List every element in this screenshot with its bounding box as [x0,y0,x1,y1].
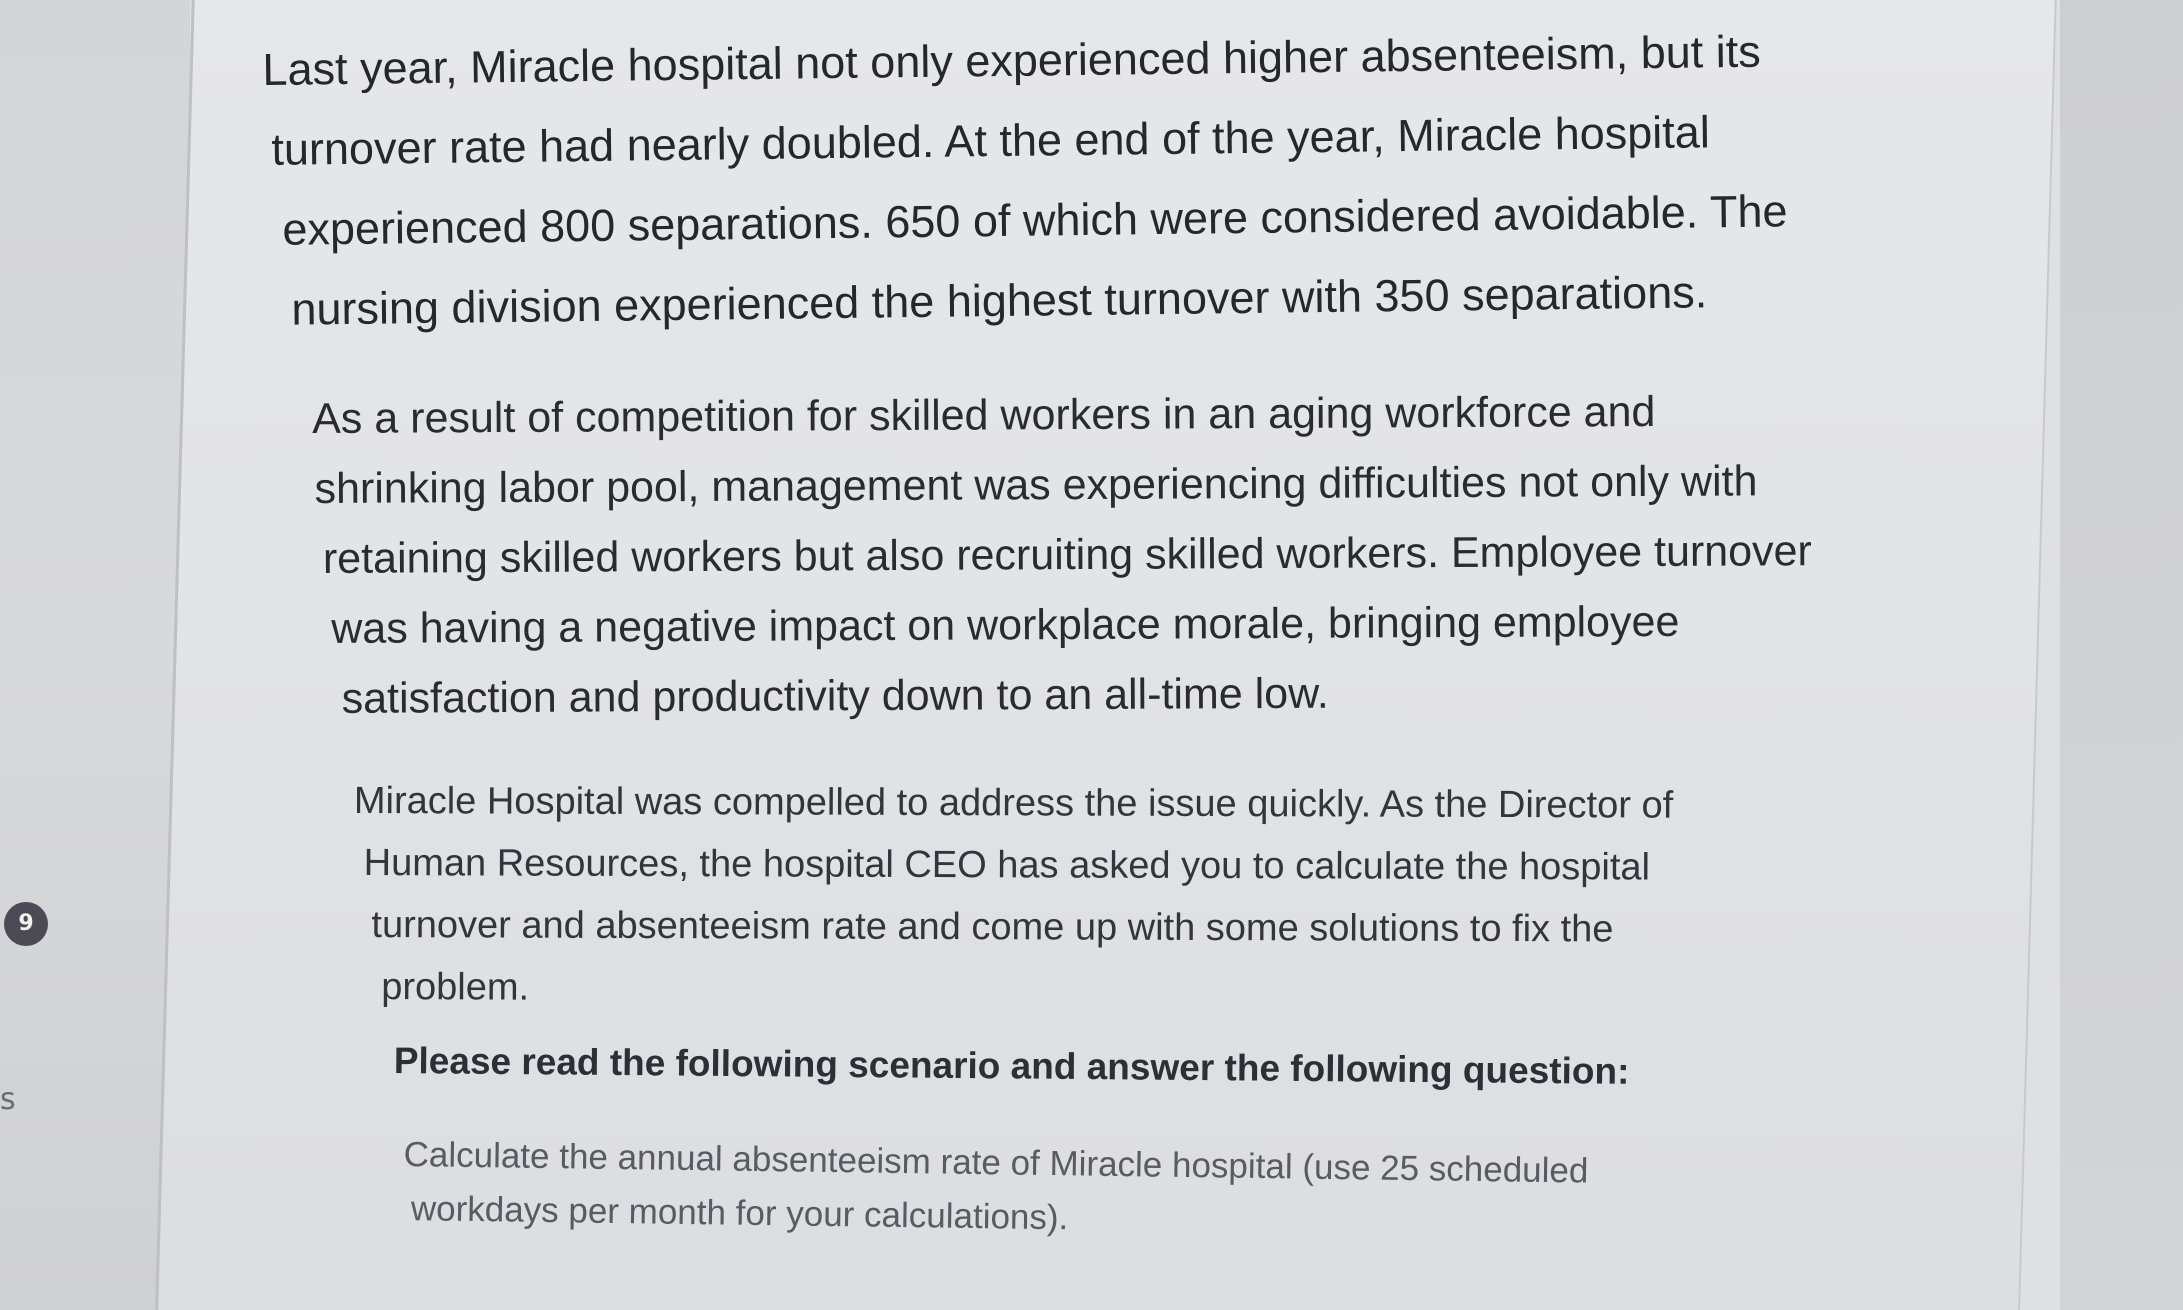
paragraph-line: satisfaction and productivity down to an all-time low. [341,669,1329,723]
paragraph-line: shrinking labor pool, management was experiencing difficulties not only with [314,457,1758,513]
paragraph-line: was having a negative impact on workplace morale, bringing employee [331,597,1680,653]
question-instruction: Please read the following scenario and answer the following question: [393,1040,1630,1092]
right-margin [2060,0,2183,1310]
paragraph-line: nursing division experienced the highest turnover with 350 separations. [291,266,1708,335]
paragraph-line: Miracle Hospital was compelled to address the issue quickly. As the Director of [353,779,1674,827]
paragraph-line: experienced 800 separations. 650 of which were considered avoidable. The [282,185,1788,255]
question-line: workdays per month for your calculations). [410,1189,1069,1238]
scenario-paragraph-1 [262,11,1789,350]
paragraph-line: turnover and absenteeism rate and come up with some solutions to fix the [371,904,1614,951]
paragraph-line: problem. [381,966,530,1009]
scenario-paragraph-2 [312,376,1813,734]
question-number-badge[interactable]: 9 [4,902,48,946]
scenario-paragraph-3 [353,770,1673,1023]
question-prompt [402,1128,1588,1253]
question-line: Calculate the annual absenteeism rate of Miracle hospital (use 25 scheduled [403,1134,1589,1191]
paragraph-line: turnover rate had nearly doubled. At the end of the year, Miracle hospital [271,106,1711,175]
paragraph-line: As a result of competition for skilled workers in an aging workforce and [312,387,1656,443]
sidebar-partial-label: s [0,1082,16,1117]
paragraph-line: Human Resources, the hospital CEO has asked you to calculate the hospital [363,842,1651,889]
paragraph-line: retaining skilled workers but also recruiting skilled workers. Employee turnover [322,527,1812,583]
paragraph-line: Last year, Miracle hospital not only experienced higher absenteeism, but its [262,25,1762,95]
